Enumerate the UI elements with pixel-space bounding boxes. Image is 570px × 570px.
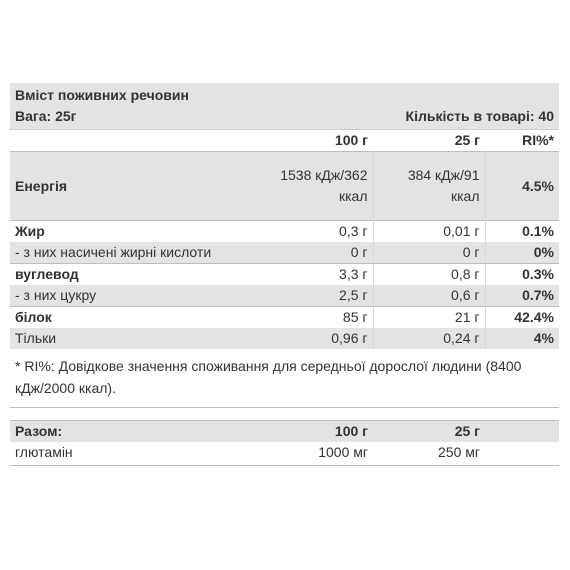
nutrient-name: - з них насичені жирні кислоти bbox=[10, 242, 239, 264]
nutrient-per100: 1538 кДж/362 ккал bbox=[239, 152, 373, 221]
nutrient-per25: 0,01 г bbox=[373, 221, 485, 243]
table-row-fat bbox=[10, 221, 559, 243]
nutrient-per100: 2,5 г bbox=[239, 285, 373, 307]
weight-row bbox=[15, 106, 554, 127]
column-header-name bbox=[10, 130, 239, 152]
table-row-carbohydrate bbox=[10, 264, 559, 286]
nutrient-per25: 0 г bbox=[373, 242, 485, 264]
ri-footnote: * RI%: Довідкове значення споживання для середньої дорослої людини (8400 кДж/2000 ккал). bbox=[10, 349, 559, 408]
nutrient-per25: 21 г bbox=[373, 307, 485, 329]
nutrient-name: вуглевод bbox=[10, 264, 239, 286]
nutrient-per25: 0,8 г bbox=[373, 264, 485, 286]
table-row-sugars bbox=[10, 285, 559, 307]
column-header-per100: 100 г bbox=[334, 132, 368, 148]
summary-per100-header: 100 г bbox=[239, 421, 373, 443]
servings-label: Кількість в товарі: 40 bbox=[405, 108, 554, 124]
nutrient-ri: 0.1% bbox=[485, 221, 559, 243]
table-row-salt bbox=[10, 328, 559, 349]
summary-ingredient-name: глютамін bbox=[15, 444, 73, 460]
nutrition-header bbox=[10, 83, 559, 130]
table-row-saturated-fat bbox=[10, 242, 559, 264]
nutrient-per100: 0 г bbox=[239, 242, 373, 264]
summary-header-row bbox=[10, 421, 559, 443]
column-header-row bbox=[10, 130, 559, 152]
nutrition-title: Вміст поживних речовин bbox=[15, 87, 189, 103]
nutrient-name: - з них цукру bbox=[10, 285, 239, 307]
nutrient-per25: 384 кДж/91 ккал bbox=[373, 152, 485, 221]
summary-ingredient-per100: 1000 мг bbox=[318, 444, 368, 460]
nutrient-per100: 3,3 г bbox=[239, 264, 373, 286]
nutrient-ri: 0.3% bbox=[485, 264, 559, 286]
nutrient-per25: 0,24 г bbox=[373, 328, 485, 349]
nutrient-ri: 42.4% bbox=[485, 307, 559, 329]
nutrient-ri: 4% bbox=[485, 328, 559, 349]
nutrient-ri: 0% bbox=[485, 242, 559, 264]
nutrient-ri: 0.7% bbox=[485, 285, 559, 307]
column-header-per25: 25 г bbox=[454, 132, 480, 148]
nutrient-name: Жир bbox=[10, 221, 239, 243]
nutrient-per100: 0,96 г bbox=[239, 328, 373, 349]
nutrient-per100: 0,3 г bbox=[239, 221, 373, 243]
summary-table bbox=[10, 420, 559, 463]
summary-ingredient-per25: 250 мг bbox=[438, 444, 480, 460]
summary-bottom-rule bbox=[10, 465, 559, 466]
nutrient-name: Енергія bbox=[10, 152, 239, 221]
summary-per25-header: 25 г bbox=[373, 421, 485, 443]
table-row-protein bbox=[10, 307, 559, 329]
summary-label: Разом: bbox=[10, 421, 239, 443]
nutrient-per25: 0,6 г bbox=[373, 285, 485, 307]
weight-label: Вага: 25г bbox=[15, 108, 77, 124]
nutrient-ri: 4.5% bbox=[485, 152, 559, 221]
table-row-energy bbox=[10, 152, 559, 221]
nutrition-table bbox=[10, 130, 559, 349]
nutrition-facts bbox=[10, 83, 559, 466]
nutrient-name: білок bbox=[10, 307, 239, 329]
column-header-ri: RI%* bbox=[522, 132, 554, 148]
nutrient-per100: 85 г bbox=[239, 307, 373, 329]
nutrient-name: Тільки bbox=[10, 328, 239, 349]
summary-row-glutamine bbox=[10, 442, 559, 463]
